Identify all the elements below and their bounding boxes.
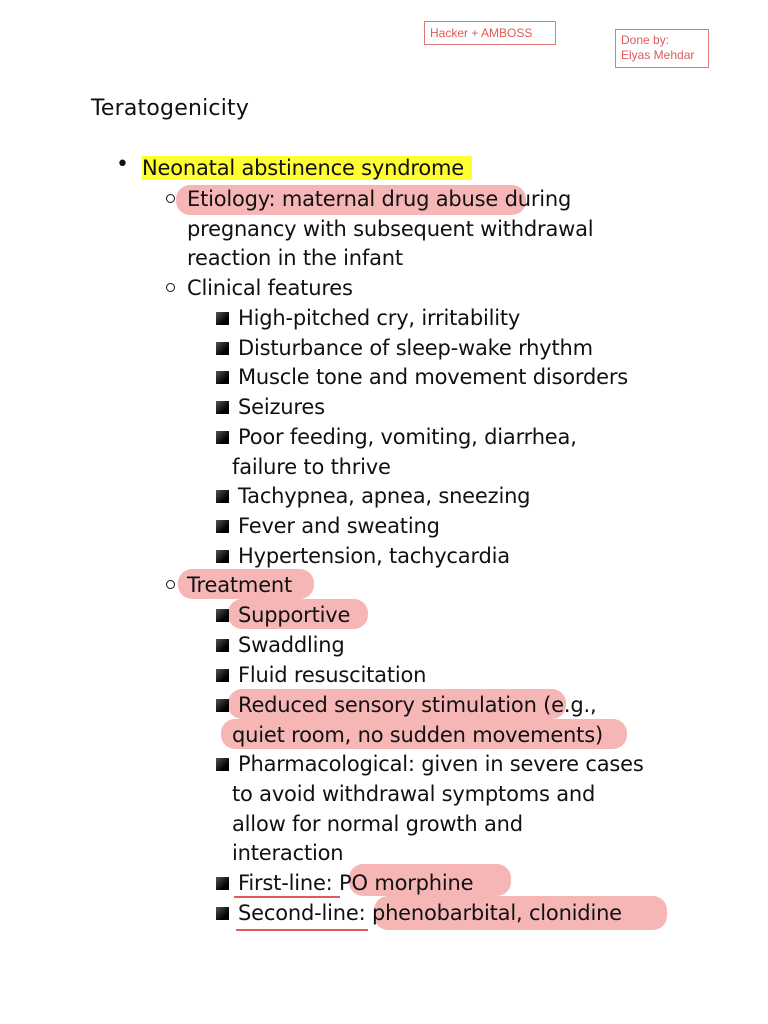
treatment-label: Treatment [187,573,293,597]
square-bullet-icon [216,431,229,444]
square-bullet-icon [216,371,229,384]
square-bullet-icon [216,907,229,920]
etiology-line2: pregnancy with subsequent withdrawal [187,217,594,241]
treatment-reduced-line2 [232,722,603,748]
etiology-line3: reaction in the infant [187,246,403,270]
author-stamp [615,29,709,68]
clinical-item: Poor feeding, vomiting, diarrhea, [238,425,577,449]
treatment-fluid: Fluid resuscitation [238,663,427,687]
etiology-rest: during [498,187,572,211]
treatment-supportive: Supportive [238,603,351,627]
second-line-underline [236,929,368,931]
author-stamp-line2: Elyas Mehdar [621,48,695,62]
source-stamp-text: Hacker + AMBOSS [430,26,533,40]
second-line-drugs: phenobarbital, clonidine [371,901,622,925]
square-bullet-icon [216,550,229,563]
treatment-swaddling: Swaddling [238,633,345,657]
first-line-drug: PO morphine [339,871,474,895]
treatment-reduced: Reduced sensory stimulation [238,693,537,717]
first-line-label: First-line [238,871,326,895]
first-line-colon: : [325,871,333,895]
clinical-item: Seizures [238,395,325,419]
square-bullet-icon [216,639,229,652]
square-bullet-icon [216,609,229,622]
clinical-item: High-pitched cry, irritability [238,306,521,330]
clinical-item: Disturbance of sleep-wake rhythm [238,336,593,360]
etiology-line [187,186,571,212]
square-bullet-icon [216,490,229,503]
second-line-colon: : [358,901,366,925]
first-line-underline [234,896,340,898]
heading-line [142,155,472,181]
author-stamp-line1: Done by: [621,33,670,47]
clinical-features-label: Clinical features [187,276,353,300]
treatment-reduced-line [238,692,596,718]
treatment-pharm-line2: to avoid withdrawal symptoms and [232,782,596,806]
square-bullet-icon [216,401,229,414]
square-bullet-icon [216,699,229,712]
bullet-dot-icon: • [116,152,129,177]
neonatal-abstinence-heading: Neonatal abstinence syndrome [142,156,472,180]
first-line-row [238,870,473,896]
square-bullet-icon [216,669,229,682]
square-bullet-icon [216,342,229,355]
second-line-row [238,900,622,926]
clinical-item-cont: failure to thrive [232,455,391,479]
page-title: Teratogenicity [91,96,250,121]
clinical-item: Hypertension, tachycardia [238,544,510,568]
treatment-pharm-line4: interaction [232,841,344,865]
circle-bullet-icon [166,194,175,203]
treatment-pharm-line1: Pharmacological: given in severe cases [238,752,644,776]
circle-bullet-icon [166,283,175,292]
circle-bullet-icon [166,580,175,589]
clinical-item: Fever and sweating [238,514,440,538]
square-bullet-icon [216,877,229,890]
square-bullet-icon [216,758,229,771]
square-bullet-icon [216,520,229,533]
source-stamp [424,21,556,45]
clinical-item: Tachypnea, apnea, sneezing [238,484,531,508]
second-line-label: Second-line [238,901,359,925]
treatment-pharm-line3: allow for normal growth and [232,812,523,836]
clinical-item: Muscle tone and movement disorders [238,365,629,389]
treatment-reduced-close: ) [594,723,603,747]
treatment-quiet-room: quiet room, no sudden movements [232,723,595,747]
square-bullet-icon [216,312,229,325]
treatment-reduced-rest: (e.g., [536,693,597,717]
etiology-label: Etiology: maternal drug abuse [187,187,499,211]
